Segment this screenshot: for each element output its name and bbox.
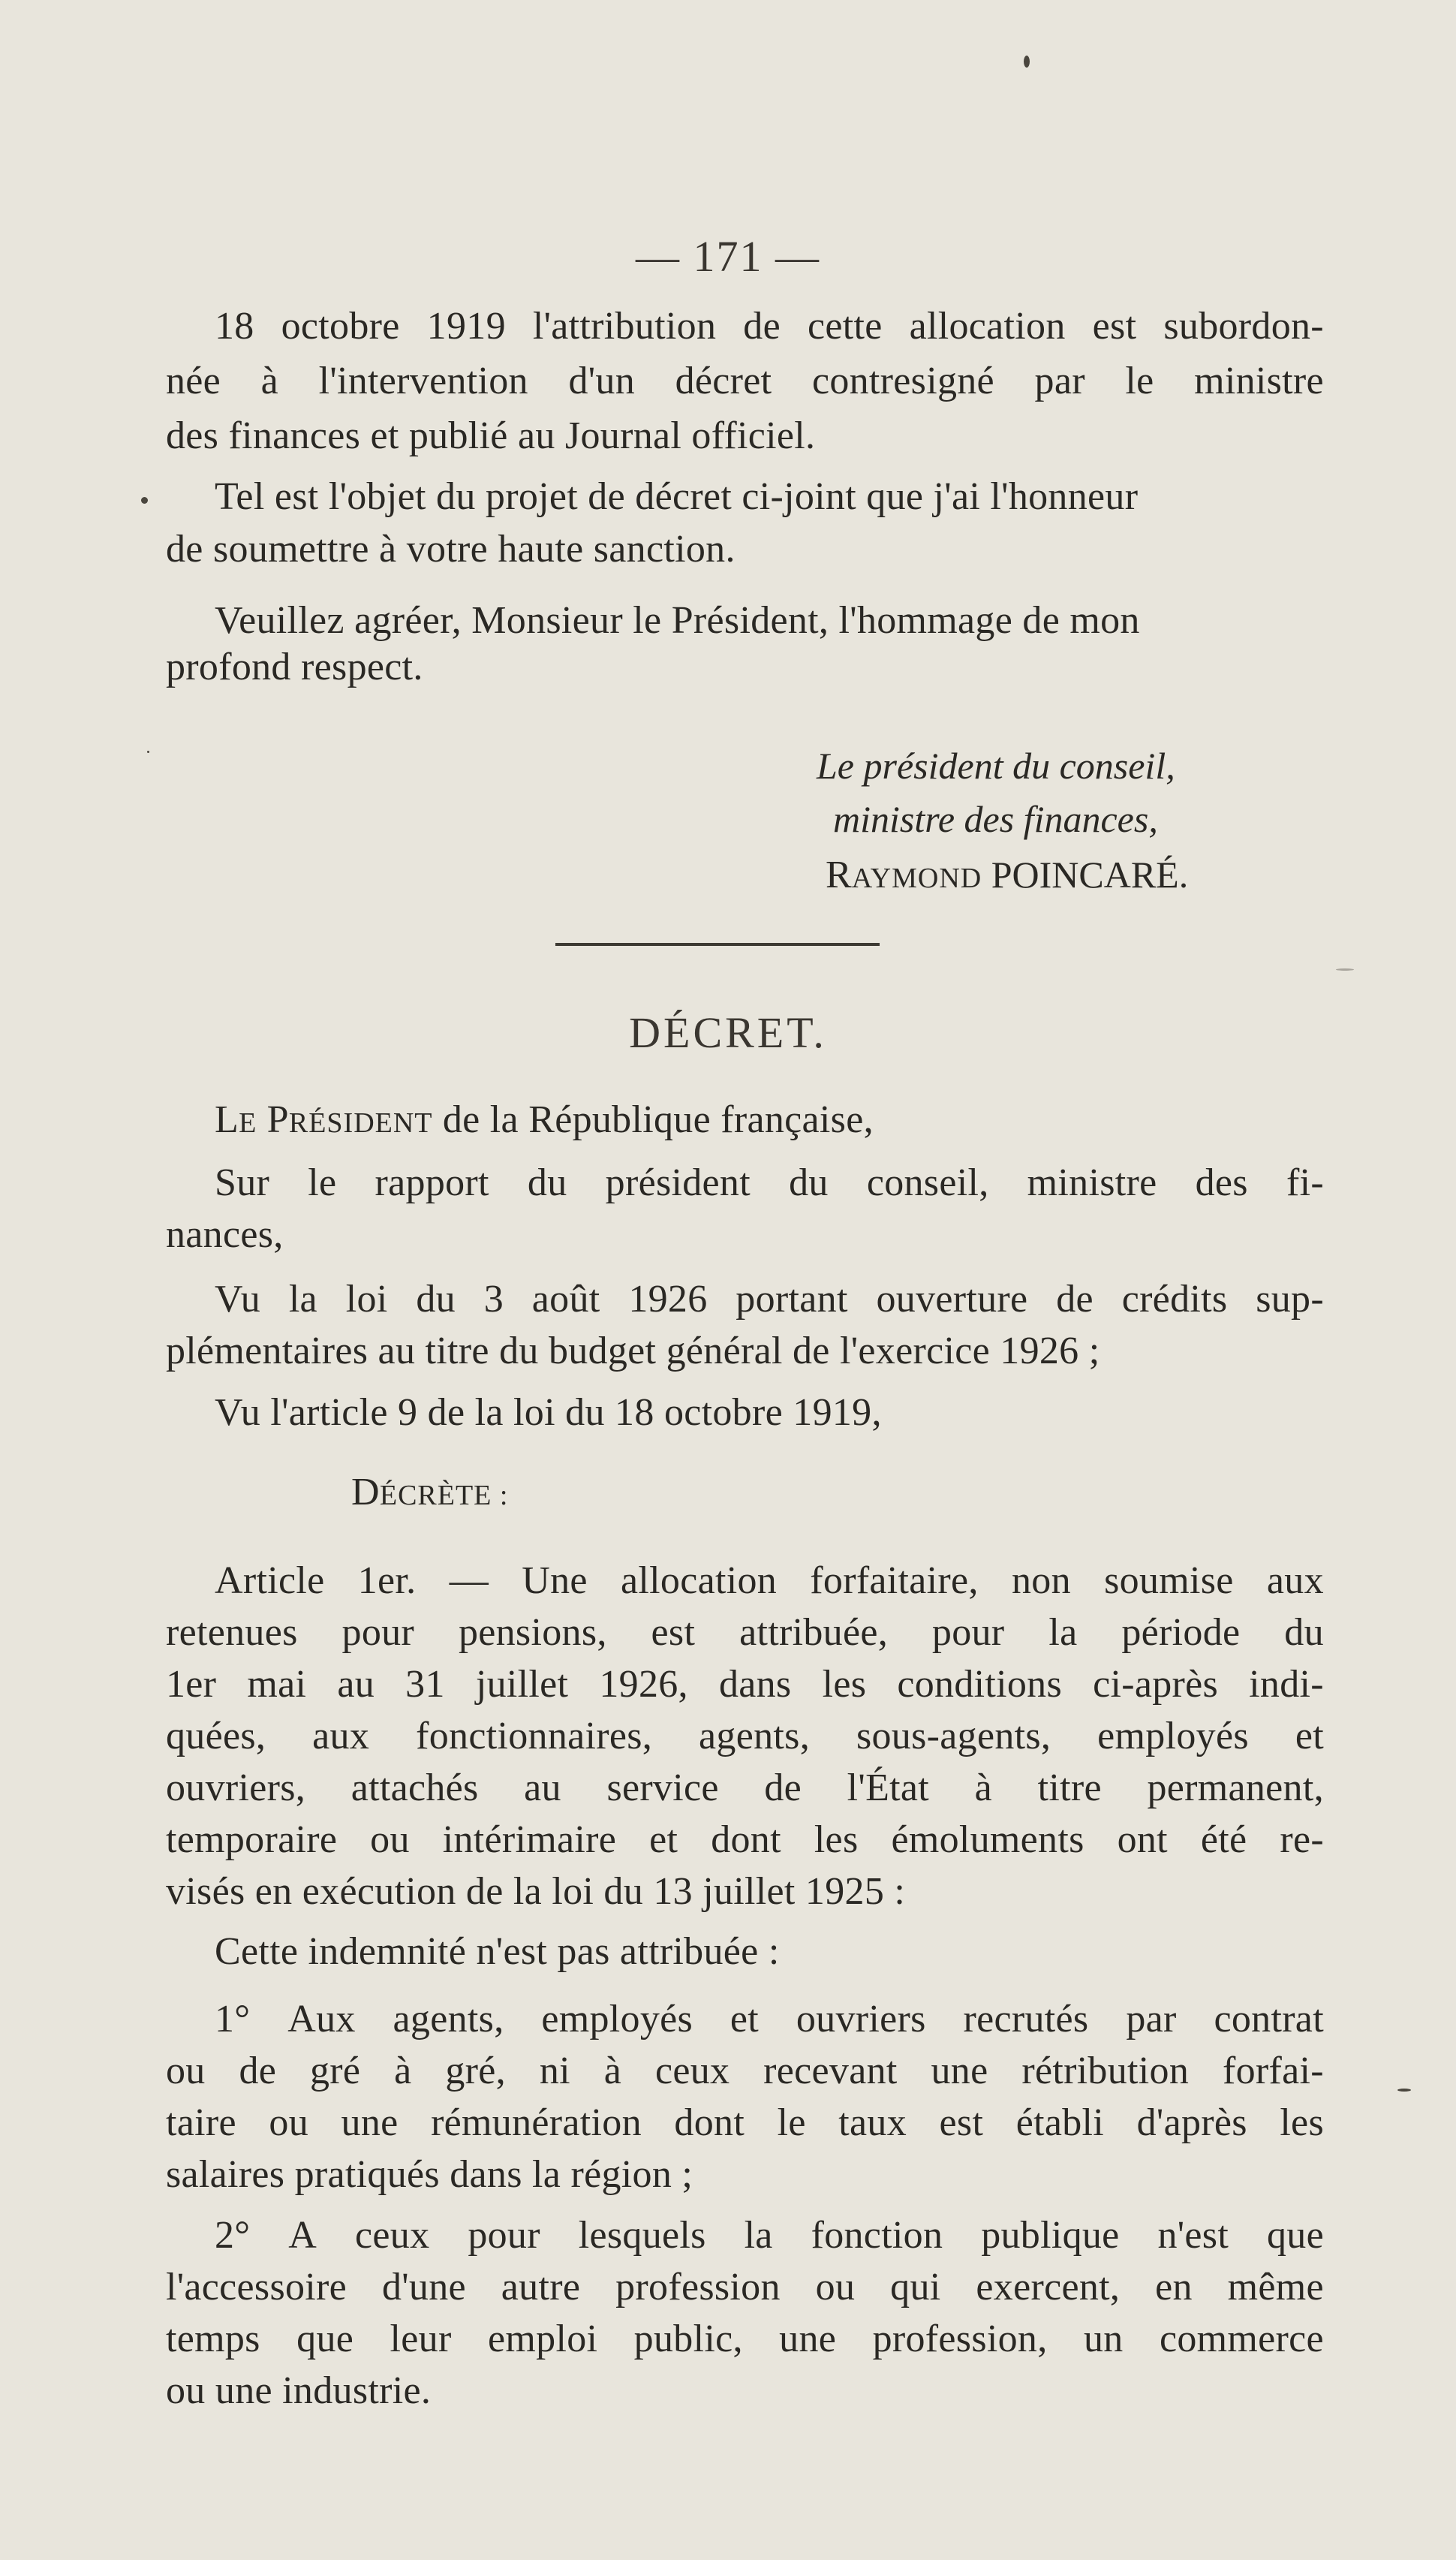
article-line-12 bbox=[166, 2152, 693, 2197]
word: d'après bbox=[1136, 2101, 1247, 2144]
word: et bbox=[649, 1818, 678, 1861]
word: l'intervention bbox=[318, 360, 528, 402]
article-line-3-text bbox=[166, 1662, 1324, 1707]
article-line-15 bbox=[166, 2317, 1324, 2362]
word: 3 bbox=[483, 1278, 504, 1321]
word: 1926, bbox=[599, 1663, 688, 1706]
word: indi- bbox=[1249, 1663, 1324, 1706]
word: octobre bbox=[281, 305, 400, 348]
word: de bbox=[743, 305, 781, 348]
word: quées, bbox=[166, 1715, 266, 1757]
word: Une bbox=[522, 1559, 588, 1602]
word: dont bbox=[711, 1818, 781, 1861]
word: publique bbox=[981, 2214, 1120, 2257]
article-line-9-text bbox=[215, 1997, 1324, 2042]
word: ou bbox=[269, 2101, 309, 2144]
decree-line-4-text: plémentaires au titre du budget général de l'exercice 1926 ; bbox=[166, 1330, 1100, 1372]
word: une bbox=[931, 2050, 988, 2092]
intro-line-3 bbox=[166, 414, 815, 459]
decree-line-5 bbox=[215, 1390, 882, 1435]
word: 1926 bbox=[628, 1278, 708, 1321]
word: recevant bbox=[763, 2050, 898, 2092]
word: ministre bbox=[1194, 360, 1324, 402]
word: été bbox=[1200, 1818, 1247, 1861]
word: fonction bbox=[811, 2214, 943, 2257]
decrete bbox=[351, 1470, 508, 1518]
word: ou bbox=[166, 2050, 206, 2092]
word: juillet bbox=[475, 1663, 569, 1706]
word: aux bbox=[1266, 1559, 1324, 1602]
intro-line-2-text bbox=[166, 359, 1324, 404]
word: président bbox=[605, 1161, 751, 1204]
decree-line-2-text: nances, bbox=[166, 1213, 284, 1256]
signature-name bbox=[826, 852, 1188, 901]
ink-speck bbox=[1024, 56, 1030, 68]
article-line-12-text: salaires pratiqués dans la région ; bbox=[166, 2153, 693, 2196]
word: contresigné bbox=[811, 360, 994, 402]
word: 18 bbox=[215, 305, 254, 348]
word: ceux bbox=[355, 2214, 430, 2257]
word: les bbox=[822, 1663, 867, 1706]
word: autre bbox=[501, 2266, 581, 2309]
word: forfai- bbox=[1222, 2050, 1324, 2092]
intro-line-7 bbox=[166, 645, 423, 690]
decree-line-3 bbox=[215, 1277, 1324, 1322]
article-line-6 bbox=[166, 1818, 1324, 1863]
word: la bbox=[1048, 1611, 1078, 1654]
article-line-2-text bbox=[166, 1610, 1324, 1655]
word: pour bbox=[341, 1611, 415, 1654]
word: des bbox=[1195, 1161, 1248, 1204]
word: le bbox=[777, 2101, 806, 2144]
word: août bbox=[531, 1278, 600, 1321]
word: lesquels bbox=[578, 2214, 706, 2257]
word: de bbox=[764, 1766, 802, 1809]
word: le bbox=[1125, 360, 1154, 402]
word: est bbox=[1092, 305, 1137, 348]
word: attachés bbox=[350, 1766, 479, 1809]
word: Vu bbox=[215, 1278, 261, 1321]
word: au bbox=[337, 1663, 375, 1706]
ink-speck bbox=[141, 497, 148, 504]
word: les bbox=[814, 1818, 859, 1861]
word: cette bbox=[807, 305, 883, 348]
article-line-10 bbox=[166, 2049, 1324, 2094]
word: à bbox=[603, 2050, 622, 2092]
word: Aux bbox=[287, 1998, 356, 2040]
word: et bbox=[730, 1998, 760, 2040]
word: ouverture bbox=[876, 1278, 1028, 1321]
intro-line-1 bbox=[215, 304, 1324, 349]
word: les bbox=[1280, 2101, 1324, 2144]
signature-last-name: POINCARÉ. bbox=[991, 854, 1189, 896]
word: retenues bbox=[166, 1611, 298, 1654]
word: l'accessoire bbox=[166, 2266, 347, 2309]
intro-line-2 bbox=[166, 359, 1324, 404]
word: aux bbox=[312, 1715, 370, 1757]
word: portant bbox=[736, 1278, 848, 1321]
word: pour bbox=[931, 1611, 1005, 1654]
word: qui bbox=[890, 2266, 941, 2309]
word: intérimaire bbox=[442, 1818, 617, 1861]
word: dont bbox=[674, 2101, 745, 2144]
article-line-1 bbox=[215, 1559, 1324, 1604]
article-line-9 bbox=[215, 1997, 1324, 2042]
article-line-8 bbox=[215, 1929, 780, 1974]
word: la bbox=[744, 2214, 773, 2257]
word: loi bbox=[345, 1278, 388, 1321]
word: — bbox=[449, 1559, 489, 1602]
word: recrutés bbox=[963, 1998, 1089, 2040]
word: que bbox=[296, 2318, 354, 2360]
word: exercent, bbox=[976, 2266, 1121, 2309]
word: établi bbox=[1015, 2101, 1105, 2144]
word: temps bbox=[166, 2318, 260, 2360]
word: l'État bbox=[847, 1766, 930, 1809]
ink-speck bbox=[147, 751, 149, 753]
intro-line-7-text: profond respect. bbox=[166, 646, 423, 688]
word: mai bbox=[247, 1663, 307, 1706]
word: agents, bbox=[393, 1998, 504, 2040]
article-line-7-text: visés en exécution de la loi du 13 juillet 1925 : bbox=[166, 1870, 906, 1913]
word: crédits bbox=[1121, 1278, 1228, 1321]
word: 1° bbox=[215, 1998, 251, 2040]
article-line-11-text bbox=[166, 2101, 1324, 2146]
word: A bbox=[288, 2214, 317, 2257]
word: titre bbox=[1037, 1766, 1102, 1809]
word: par bbox=[1126, 1998, 1177, 2040]
word: employés bbox=[1097, 1715, 1249, 1757]
word: non bbox=[1011, 1559, 1071, 1602]
article-line-16 bbox=[166, 2369, 431, 2414]
preamble-resident: RÉSIDENT bbox=[288, 1107, 433, 1139]
word: rémunération bbox=[431, 2101, 642, 2144]
decree-line-5-text: Vu l'article 9 de la loi du 18 octobre 1919, bbox=[215, 1391, 882, 1434]
page-number: — 171 — bbox=[636, 232, 820, 281]
word: fonctionnaires, bbox=[416, 1715, 653, 1757]
article-line-8-text: Cette indemnité n'est pas attribuée : bbox=[215, 1930, 780, 1973]
word: ceux bbox=[654, 2050, 730, 2092]
intro-line-6 bbox=[215, 598, 1140, 643]
word: Article bbox=[215, 1559, 325, 1602]
article-line-16-text: ou une industrie. bbox=[166, 2369, 432, 2412]
word: d'une bbox=[381, 2266, 466, 2309]
word: du bbox=[527, 1161, 567, 1204]
article-line-4-text bbox=[166, 1714, 1324, 1759]
intro-line-3-text: des finances et publié au Journal officiel. bbox=[166, 414, 816, 457]
word: même bbox=[1227, 2266, 1324, 2309]
word: temporaire bbox=[166, 1818, 338, 1861]
word: subordon- bbox=[1163, 305, 1324, 348]
word: la bbox=[288, 1278, 317, 1321]
word: que bbox=[1266, 2214, 1324, 2257]
word: n'est bbox=[1157, 2214, 1229, 2257]
article-line-13-text bbox=[215, 2213, 1324, 2258]
word: au bbox=[524, 1766, 561, 1809]
word: soumise bbox=[1104, 1559, 1234, 1602]
word: ouvriers bbox=[796, 1998, 926, 2040]
word: émoluments bbox=[891, 1818, 1084, 1861]
word: ou bbox=[815, 2266, 856, 2309]
signature-first-rest: AYMOND bbox=[851, 863, 982, 894]
word: en bbox=[1155, 2266, 1193, 2309]
preamble-rest: de la République française, bbox=[442, 1098, 874, 1141]
signature-line-2: ministre des finances, bbox=[833, 798, 1158, 840]
word: Sur bbox=[215, 1161, 270, 1204]
word: permanent, bbox=[1147, 1766, 1324, 1809]
word: fi- bbox=[1286, 1161, 1324, 1204]
word: une bbox=[341, 2101, 399, 2144]
decrete-rest: ÉCRÈTE : bbox=[379, 1480, 509, 1511]
article-line-15-text bbox=[166, 2317, 1324, 2362]
word: 1er bbox=[166, 1663, 217, 1706]
preamble-l: L bbox=[215, 1098, 239, 1141]
word: de bbox=[1056, 1278, 1094, 1321]
word: taux bbox=[838, 2101, 907, 2144]
word: à bbox=[260, 360, 279, 402]
article-line-2 bbox=[166, 1610, 1324, 1655]
word: une bbox=[779, 2318, 837, 2360]
word: à bbox=[394, 2050, 412, 2092]
word: 2° bbox=[215, 2214, 251, 2257]
word: service bbox=[606, 1766, 719, 1809]
word: gré, bbox=[445, 2050, 506, 2092]
word: profession bbox=[615, 2266, 781, 2309]
ink-speck bbox=[1336, 968, 1354, 971]
word: allocation bbox=[909, 305, 1066, 348]
word: ministre bbox=[1027, 1161, 1157, 1204]
word: employés bbox=[541, 1998, 693, 2040]
word: ni bbox=[539, 2050, 570, 2092]
intro-line-6-text: Veuillez agréer, Monsieur le Président, l'hommage de mon bbox=[215, 599, 1140, 642]
word: ouvriers, bbox=[166, 1766, 306, 1809]
word: est bbox=[651, 1611, 696, 1654]
word: décret bbox=[675, 360, 772, 402]
word: dans bbox=[718, 1663, 792, 1706]
word: conditions bbox=[897, 1663, 1063, 1706]
article-line-11 bbox=[166, 2101, 1324, 2146]
decree-title: DÉCRET. bbox=[629, 1008, 827, 1057]
intro-line-4-text: Tel est l'objet du projet de décret ci-joint que j'ai l'honneur bbox=[215, 475, 1139, 518]
word: par bbox=[1034, 360, 1085, 402]
word: période bbox=[1121, 1611, 1241, 1654]
word: re- bbox=[1280, 1818, 1324, 1861]
decree-line-3-text bbox=[215, 1277, 1324, 1322]
decree-preamble bbox=[215, 1098, 874, 1146]
word: pour bbox=[468, 2214, 540, 2257]
article-line-5-text bbox=[166, 1766, 1324, 1811]
word: conseil, bbox=[866, 1161, 989, 1204]
article-line-14 bbox=[166, 2265, 1324, 2310]
article-line-4 bbox=[166, 1714, 1324, 1759]
decree-line-4 bbox=[166, 1329, 1100, 1374]
word: agents, bbox=[699, 1715, 810, 1757]
article-line-14-text bbox=[166, 2265, 1324, 2310]
intro-line-4 bbox=[215, 474, 1138, 520]
article-line-5 bbox=[166, 1766, 1324, 1811]
word: sup- bbox=[1256, 1278, 1324, 1321]
intro-line-1-text bbox=[215, 304, 1324, 349]
decree-line-1-text bbox=[215, 1161, 1324, 1206]
word: née bbox=[166, 360, 221, 402]
signature-first-initial: R bbox=[826, 854, 852, 896]
word: contrat bbox=[1214, 1998, 1324, 2040]
word: commerce bbox=[1159, 2318, 1324, 2360]
decree-line-1 bbox=[215, 1161, 1324, 1206]
word: pensions, bbox=[458, 1611, 607, 1654]
decrete-initial: D bbox=[351, 1471, 380, 1513]
word: sous-agents, bbox=[856, 1715, 1051, 1757]
word: forfaitaire, bbox=[810, 1559, 979, 1602]
word: est bbox=[939, 2101, 984, 2144]
word: public, bbox=[633, 2318, 743, 2360]
article-line-1-text bbox=[215, 1559, 1324, 1604]
intro-line-5 bbox=[166, 527, 736, 572]
word: du bbox=[416, 1278, 456, 1321]
section-divider bbox=[555, 943, 880, 946]
word: allocation bbox=[621, 1559, 778, 1602]
word: de bbox=[239, 2050, 277, 2092]
word: d'un bbox=[568, 360, 636, 402]
word: ont bbox=[1117, 1818, 1168, 1861]
article-line-6-text bbox=[166, 1818, 1324, 1863]
word: un bbox=[1083, 2318, 1124, 2360]
word: rapport bbox=[375, 1161, 489, 1204]
word: du bbox=[1284, 1611, 1324, 1654]
word: ci-après bbox=[1093, 1663, 1219, 1706]
word: le bbox=[308, 1161, 337, 1204]
word: du bbox=[789, 1161, 829, 1204]
word: et bbox=[1295, 1715, 1324, 1757]
preamble-e: E bbox=[239, 1107, 257, 1139]
word: taire bbox=[166, 2101, 236, 2144]
word: attribuée, bbox=[739, 1611, 889, 1654]
article-line-10-text bbox=[166, 2049, 1324, 2094]
word: 1919 bbox=[426, 305, 506, 348]
word: gré bbox=[309, 2050, 361, 2092]
intro-line-5-text: de soumettre à votre haute sanction. bbox=[166, 528, 736, 571]
preamble-p: P bbox=[266, 1098, 289, 1141]
article-line-7 bbox=[166, 1869, 905, 1914]
word: profession, bbox=[872, 2318, 1048, 2360]
article-line-3 bbox=[166, 1662, 1324, 1707]
word: 1er. bbox=[357, 1559, 417, 1602]
word: l'attribution bbox=[532, 305, 717, 348]
decree-line-2 bbox=[166, 1212, 284, 1257]
ink-speck bbox=[1397, 2089, 1411, 2092]
word: 31 bbox=[405, 1663, 445, 1706]
word: ou bbox=[370, 1818, 410, 1861]
word: leur bbox=[390, 2318, 452, 2360]
word: à bbox=[974, 1766, 992, 1809]
article-line-13 bbox=[215, 2213, 1324, 2258]
word: emploi bbox=[488, 2318, 598, 2360]
word: rétribution bbox=[1021, 2050, 1190, 2092]
signature-line-1: Le président du conseil, bbox=[817, 745, 1175, 787]
